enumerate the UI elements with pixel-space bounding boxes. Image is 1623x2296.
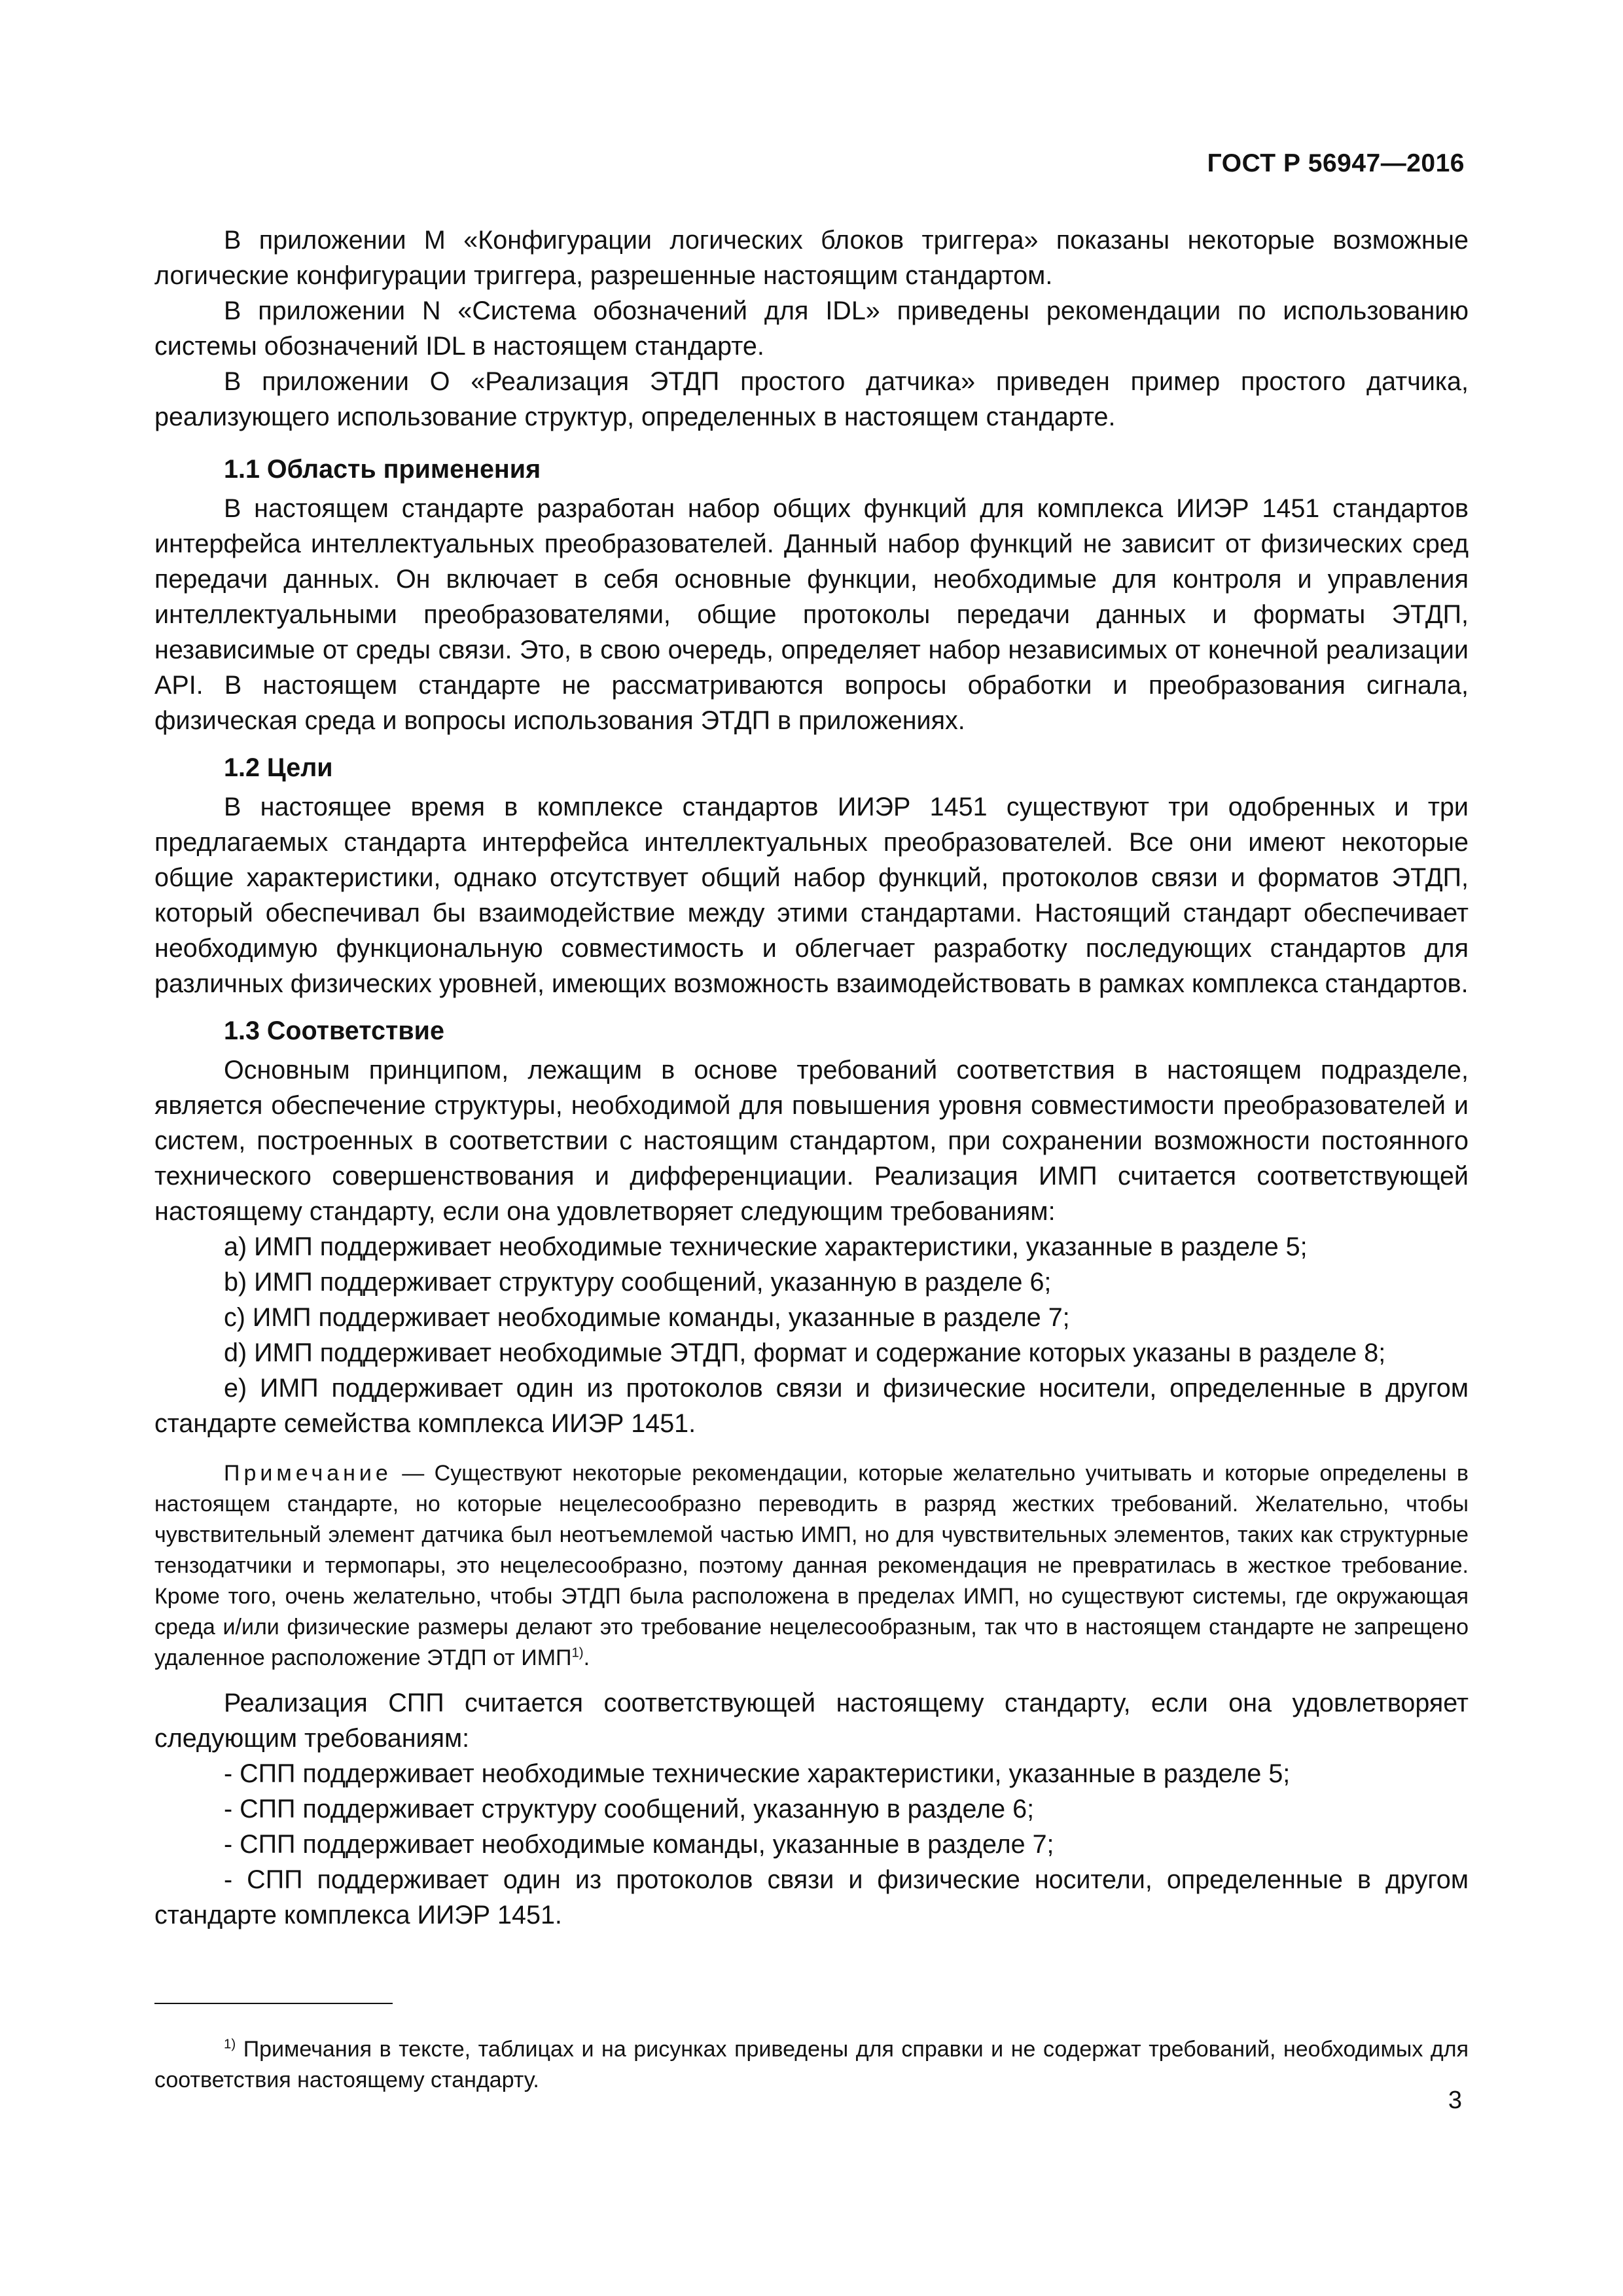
list-item: - СПП поддерживает один из протоколов связи и физические носители, определенные в другом стандарте комплекса ИИЭР 1451. <box>154 1865 1469 1929</box>
section-heading: 1.2 Цели <box>224 753 333 782</box>
footnote-mark: 1) <box>224 2037 236 2052</box>
list-item: d) ИМП поддерживает необходимые ЭТДП, формат и содержание которых указаны в разделе 8; <box>224 1338 1386 1367</box>
intro-paragraph: В приложении N «Система обозначений для IDL» приведены рекомендации по использованию системы обозначений IDL в настоящем стандарте. <box>154 296 1469 361</box>
note-tail: . <box>583 1645 590 1670</box>
list-item: e) ИМП поддерживает один из протоколов связи и физические носители, определенные в другом стандарте семейства комплекса ИИЭР 1451. <box>154 1374 1469 1438</box>
document-header: ГОСТ Р 56947—2016 <box>1207 149 1465 177</box>
footnote-separator <box>154 2003 393 2004</box>
section-paragraph: Основным принципом, лежащим в основе требований соответствия в настоящем подразделе, является обеспечение структуры, необходимой для повышения уровня совместимости преобразователей и систем, построенных в соответствии с настоящим стандартом, при сохранении возможности постоянного технического совершенствования и дифференциации. Реализация ИМП считается соответствующей настоящему стандарту, если она удовлетворяет следующим требованиям: <box>154 1056 1469 1226</box>
document-body <box>154 223 1469 1933</box>
note-paragraph <box>154 1458 1469 1674</box>
footnote-text: Примечания в тексте, таблицах и на рисунках приведены для справки и не содержат требований, необходимых для соответствия настоящему стандарту. <box>154 2037 1469 2092</box>
list-item: b) ИМП поддерживает структуру сообщений, указанную в разделе 6; <box>224 1268 1052 1297</box>
list-item: - СПП поддерживает структуру сообщений, указанную в разделе 6; <box>224 1795 1035 1823</box>
section-paragraph: В настоящее время в комплексе стандартов ИИЭР 1451 существуют три одобренных и три предлагаемых стандарта интерфейса интеллектуальных преобразователей. Все они имеют некоторые общие характеристики, однако отсутствует общий набор функций, протоколов связи и форматов ЭТДП, который обеспечивал бы взаимодействие между этими стандартами. Настоящий стандарт обеспечивает необходимую функциональную совместимость и облегчает разработку последующих стандартов для различных физических уровней, имеющих возможность взаимодействовать в рамках комплекса стандартов. <box>154 793 1469 998</box>
page-number: 3 <box>1448 2087 1462 2114</box>
note-label: Примечание <box>224 1461 392 1486</box>
spp-intro: Реализация СПП считается соответствующей настоящему стандарту, если она удовлетворяет следующим требованиям: <box>154 1689 1469 1753</box>
list-item: - СПП поддерживает необходимые технические характеристики, указанные в разделе 5; <box>224 1759 1291 1788</box>
intro-paragraph: В приложении O «Реализация ЭТДП простого датчика» приведен пример простого датчика, реализующего использование структур, определенных в настоящем стандарте. <box>154 367 1469 431</box>
list-item: - СПП поддерживает необходимые команды, указанные в разделе 7; <box>224 1830 1054 1859</box>
note-text: — Существуют некоторые рекомендации, которые желательно учитывать и которые определены в настоящем стандарте, но которые нецелесообразно переводить в разряд жестких требований. Желательно, чтобы чувствительный элемент датчика был неотъемлемой частью ИМП, но для чувствительных элементов, таких как структурные тензодатчики и термопары, это нецелесообразно, поэтому данная рекомендация не превратилась в жесткое требование. Кроме того, очень желательно, чтобы ЭТДП была расположена в пределах ИМП, но существуют системы, где окружающая среда и/или физические размеры делают это требование нецелесообразным, так что в настоящем стандарте не запрещено удаленное расположение ЭТДП от ИМП <box>154 1461 1469 1670</box>
section-heading: 1.3 Соответствие <box>224 1016 444 1045</box>
footnote <box>154 2034 1469 2096</box>
section-heading: 1.1 Область применения <box>224 455 541 484</box>
section-paragraph: В настоящем стандарте разработан набор общих функций для комплекса ИИЭР 1451 стандартов интерфейса интеллектуальных преобразователей. Данный набор функций не зависит от физических сред передачи данных. Он включает в себя основные функции, необходимые для контроля и управления интеллектуальными преобразователями, общие протоколы передачи данных и форматы ЭТДП, независимые от среды связи. Это, в свою очередь, определяет набор независимых от конечной реализации API. В настоящем стандарте не рассматриваются вопросы обработки и преобразования сигнала, физическая среда и вопросы использования ЭТДП в приложениях. <box>154 494 1469 735</box>
list-item: a) ИМП поддерживает необходимые технические характеристики, указанные в разделе 5; <box>224 1232 1308 1261</box>
footnote-ref: 1) <box>571 1645 584 1660</box>
intro-paragraph: В приложении M «Конфигурации логических блоков триггера» показаны некоторые возможные логические конфигурации триггера, разрешенные настоящим стандартом. <box>154 226 1469 290</box>
list-item: c) ИМП поддерживает необходимые команды, указанные в разделе 7; <box>224 1303 1070 1332</box>
